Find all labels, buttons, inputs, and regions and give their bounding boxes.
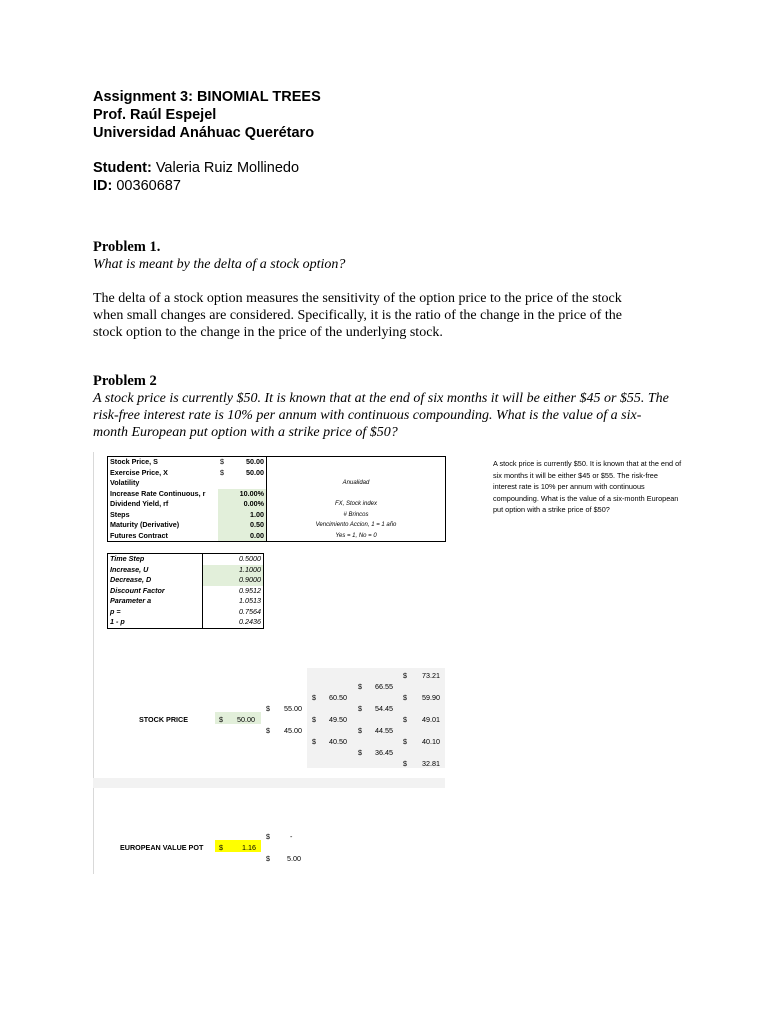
tree-node-currency: $ [312,737,316,746]
tree-node-value: 49.01 [422,715,440,724]
parameter-row [108,510,446,521]
parameter-label: Exercise Price, X [110,467,168,477]
parameter-note: # Brincos [343,511,369,518]
problem-2-question: A stock price is currently $50. It is known that at the end of six months it will be either $45 or $55. The risk-free interest rate is 10% per annum with continuous compounding. What is the value of a six-month European put option with a strike price of $50? [93,391,669,440]
problem-1-answer: The delta of a stock option measures the sensitivity of the option price to the price of the stock when small changes are considered. Specifically, it is the ratio of the change in the price of the stock option to the change in the price of the underlying stock. [93,291,622,340]
stock-root-value: 50.00 [237,715,255,724]
calc-value: 0.9000 [203,575,264,586]
parameter-value: 0.00 [232,531,267,542]
parameter-note [267,468,446,479]
parameter-label: Steps [110,509,130,519]
problem-1 [93,239,653,341]
parameter-row [108,468,446,479]
tree-node-currency: $ [403,671,407,680]
tree-node-value: 60.50 [329,693,347,702]
problem-1-title: Problem 1. [93,239,161,255]
stock-price-label: STOCK PRICE [139,715,188,724]
calc-row [108,607,264,618]
id-line: ID: 00360687 [93,178,181,194]
calc-label: Discount Factor [108,586,203,597]
parameter-value: 50.00 [232,457,267,468]
calc-row [108,586,264,597]
tree-node-currency: $ [403,737,407,746]
tree-node-value: 44.55 [375,726,393,735]
tree-node-currency: $ [358,726,362,735]
calc-value: 1.1000 [203,565,264,576]
problem-2 [93,373,673,441]
problem-2-title: Problem 2 [93,373,157,389]
parameter-note: Yes = 1, No = 0 [335,532,377,539]
tree-node-currency: $ [312,715,316,724]
parameter-value: 50.00 [232,468,267,479]
parameter-currency [218,489,232,500]
tree-node-value: 54.45 [375,704,393,713]
tree-node-currency: $ [358,682,362,691]
calc-row [108,617,264,628]
tree-node-value: 40.50 [329,737,347,746]
european-up-currency: $ [266,832,270,841]
parameter-note: Anualidad [342,480,370,486]
parameter-value: 10.00% [232,489,267,500]
european-up-value: - [290,832,293,841]
calc-row [108,565,264,576]
calc-label: 1 - p [108,617,203,628]
parameter-row [108,531,446,542]
tree-node-value: 66.55 [375,682,393,691]
parameter-note: Vencimiento Accion, 1 = 1 año [315,522,397,528]
parameter-label: Increase Rate Continuous, r [110,488,206,498]
tree-node-currency: $ [403,693,407,702]
calc-label: Parameter a [108,596,203,607]
european-value-label: EUROPEAN VALUE POT [120,843,204,852]
tree-node-value: 73.21 [422,671,440,680]
parameter-value: 0.50 [232,520,267,531]
calc-label: Increase, U [108,565,203,576]
calc-value: 0.7564 [239,606,261,616]
calc-value: 0.9512 [239,585,261,595]
calc-row [108,554,264,565]
parameter-value: 0.00% [232,499,267,510]
parameter-currency: $ [220,467,224,477]
calc-value: 0.5000 [239,554,261,563]
parameter-row [108,499,446,510]
parameter-note: FX, Stock index [334,501,378,507]
problem-1-question: What is meant by the delta of a stock option? [93,257,346,272]
university-name: Universidad Anáhuac Querétaro [93,125,315,141]
parameter-value: 1.00 [232,510,267,521]
professor-name: Prof. Raúl Espejel [93,107,217,123]
parameter-row [108,520,446,531]
parameter-currency [218,510,232,521]
tree-node-value: 55.00 [284,704,302,713]
parameter-label: Stock Price, S [110,457,158,466]
assignment-title: Assignment 3: BINOMIAL TREES [93,89,321,105]
parameter-note [267,457,446,468]
calculation-table [107,553,264,629]
european-down-value: 5.00 [287,854,301,863]
parameter-currency [218,520,232,531]
tree-node-currency: $ [266,704,270,713]
european-value: 1.16 [242,843,256,852]
calc-value: 0.2436 [239,617,261,626]
tree-node-currency: $ [266,726,270,735]
separator-band [93,778,445,788]
tree-node-currency: $ [358,704,362,713]
tree-node-value: 32.81 [422,759,440,768]
calc-label: Decrease, D [108,575,203,586]
calc-value: 1.0513 [239,596,261,605]
tree-node-currency: $ [403,759,407,768]
european-down-currency: $ [266,854,270,863]
parameter-table [107,456,446,542]
calc-row [108,575,264,586]
tree-node-currency: $ [312,693,316,702]
parameter-row [108,457,446,468]
calc-label: Time Step [108,554,203,565]
problem-side-note: A stock price is currently $50. It is known that at the end of six months it will be either $45 or $55. The risk-free interest rate is 10% per annum with continuous compounding. What is the value of a six-month European put option with a strike price of $50? [493,459,682,514]
tree-node-currency: $ [403,715,407,724]
parameter-label: Dividend Yield, rf [110,499,169,508]
stock-root-currency: $ [219,715,223,724]
tree-node-value: 45.00 [284,726,302,735]
parameter-row [108,478,446,489]
parameter-currency [218,499,232,510]
parameter-label: Maturity (Derivative) [110,520,180,529]
tree-node-value: 36.45 [375,748,393,757]
calc-label: p = [108,607,203,618]
parameter-currency: $ [220,457,224,466]
parameter-row [108,489,446,500]
european-value-currency: $ [219,843,223,852]
document-header [93,88,321,195]
tree-node-value: 49.50 [329,715,347,724]
tree-node-value: 40.10 [422,737,440,746]
parameter-currency [218,531,232,542]
student-line: Student: Valeria Ruiz Mollinedo [93,160,300,176]
parameter-value [232,478,267,489]
calc-row [108,596,264,607]
parameter-currency [218,478,232,489]
tree-node-currency: $ [358,748,362,757]
tree-node-value: 59.90 [422,693,440,702]
parameter-note [267,489,446,500]
parameter-label: Volatility [110,478,140,487]
parameter-label: Futures Contract [110,530,168,540]
